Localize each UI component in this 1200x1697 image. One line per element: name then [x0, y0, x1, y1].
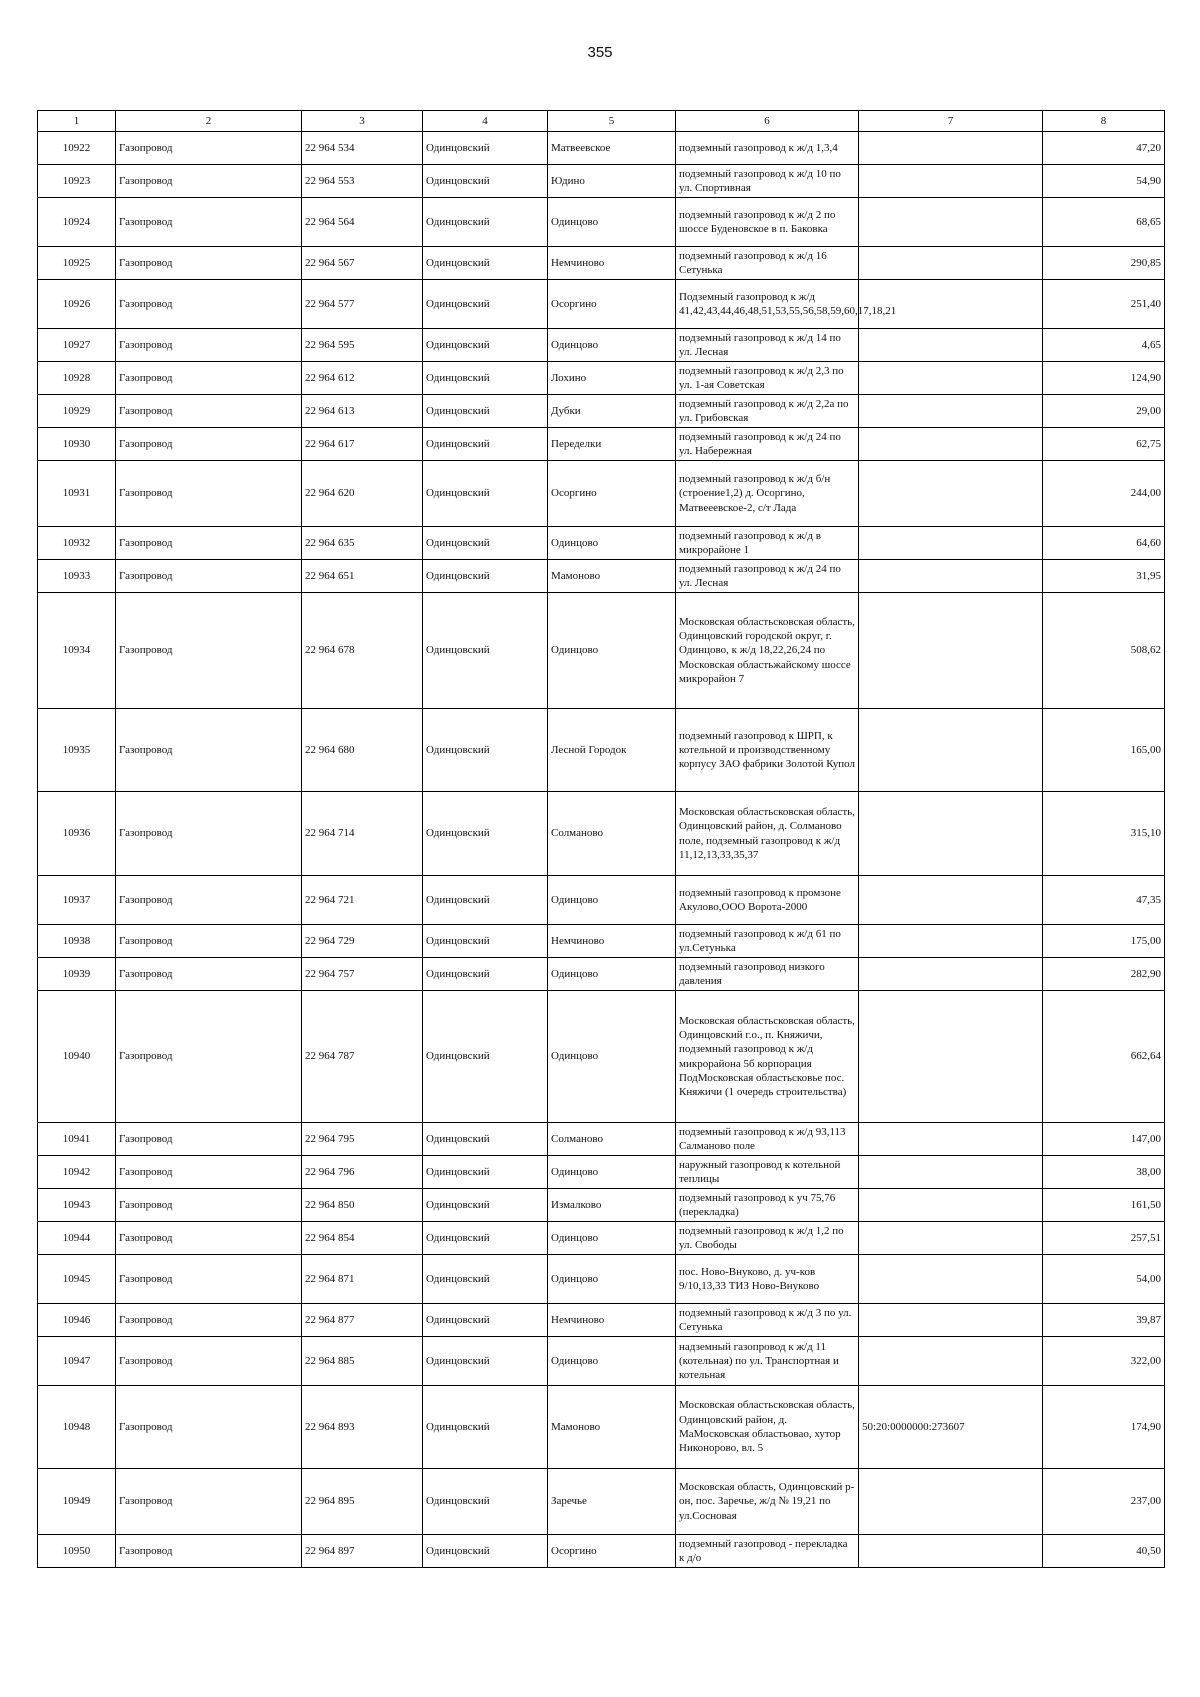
- table-row: [38, 792, 1165, 876]
- object-name-cell: Газопровод: [116, 958, 302, 991]
- description-cell: подземный газопровод к ж/д 61 по ул.Сетунька: [676, 925, 859, 958]
- object-name-cell: Газопровод: [116, 1255, 302, 1304]
- cadastral-number-cell: [859, 1156, 1043, 1189]
- cadastral-number-cell: [859, 329, 1043, 362]
- locality-cell: Одинцово: [548, 958, 676, 991]
- locality-cell: Одинцово: [548, 198, 676, 247]
- object-name-cell: Газопровод: [116, 593, 302, 709]
- length-cell: 64,60: [1043, 527, 1165, 560]
- cadastral-number-cell: [859, 593, 1043, 709]
- locality-cell: Мамоново: [548, 1386, 676, 1469]
- description-cell: подземный газопровод к ж/д 1,2 по ул. Свободы: [676, 1222, 859, 1255]
- okato-code-cell: 22 964 564: [302, 198, 423, 247]
- district-cell: Одинцовский: [423, 593, 548, 709]
- length-cell: 237,00: [1043, 1469, 1165, 1535]
- cadastral-number-cell: [859, 247, 1043, 280]
- description-cell: подземный газопровод к ж/д 16 Сетунька: [676, 247, 859, 280]
- district-cell: Одинцовский: [423, 132, 548, 165]
- okato-code-cell: 22 964 895: [302, 1469, 423, 1535]
- locality-cell: Матвеевское: [548, 132, 676, 165]
- table-row: [38, 1123, 1165, 1156]
- length-cell: 47,20: [1043, 132, 1165, 165]
- table-row: [38, 395, 1165, 428]
- locality-cell: Мамоново: [548, 560, 676, 593]
- registry-number-cell: 10938: [38, 925, 116, 958]
- district-cell: Одинцовский: [423, 1386, 548, 1469]
- object-name-cell: Газопровод: [116, 527, 302, 560]
- table-row: [38, 709, 1165, 792]
- description-cell: подземный газопровод к ж/д 2,2а по ул. Грибовская: [676, 395, 859, 428]
- object-name-cell: Газопровод: [116, 1469, 302, 1535]
- okato-code-cell: 22 964 721: [302, 876, 423, 925]
- registry-number-cell: 10948: [38, 1386, 116, 1469]
- district-cell: Одинцовский: [423, 280, 548, 329]
- district-cell: Одинцовский: [423, 461, 548, 527]
- header-row: [38, 111, 1165, 132]
- okato-code-cell: 22 964 680: [302, 709, 423, 792]
- length-cell: 290,85: [1043, 247, 1165, 280]
- registry-number-cell: 10942: [38, 1156, 116, 1189]
- locality-cell: Дубки: [548, 395, 676, 428]
- table-row: [38, 876, 1165, 925]
- cadastral-number-cell: [859, 1535, 1043, 1568]
- description-cell: подземный газопровод к ж/д 14 по ул. Лесная: [676, 329, 859, 362]
- district-cell: Одинцовский: [423, 1469, 548, 1535]
- district-cell: Одинцовский: [423, 428, 548, 461]
- registry-number-cell: 10933: [38, 560, 116, 593]
- okato-code-cell: 22 964 714: [302, 792, 423, 876]
- table-row: [38, 1255, 1165, 1304]
- cadastral-number-cell: [859, 1337, 1043, 1386]
- table-row: [38, 1535, 1165, 1568]
- locality-cell: Одинцово: [548, 329, 676, 362]
- locality-cell: Одинцово: [548, 991, 676, 1123]
- district-cell: Одинцовский: [423, 395, 548, 428]
- locality-cell: Одинцово: [548, 1156, 676, 1189]
- okato-code-cell: 22 964 757: [302, 958, 423, 991]
- description-cell: пос. Ново-Внуково, д. уч-ков 9/10,13,33 ТИЗ Ново-Внуково: [676, 1255, 859, 1304]
- column-header-6: 6: [676, 111, 859, 132]
- cadastral-number-cell: [859, 280, 1043, 329]
- registry-number-cell: 10944: [38, 1222, 116, 1255]
- locality-cell: Одинцово: [548, 876, 676, 925]
- description-cell: подземный газопровод к ж/д 1,3,4: [676, 132, 859, 165]
- locality-cell: Лесной Городок: [548, 709, 676, 792]
- okato-code-cell: 22 964 553: [302, 165, 423, 198]
- locality-cell: Лохино: [548, 362, 676, 395]
- length-cell: 662,64: [1043, 991, 1165, 1123]
- cadastral-number-cell: [859, 925, 1043, 958]
- object-name-cell: Газопровод: [116, 1222, 302, 1255]
- okato-code-cell: 22 964 729: [302, 925, 423, 958]
- locality-cell: Переделки: [548, 428, 676, 461]
- description-cell: подземный газопровод к ж/д б/н (строение1,2) д. Осоргино, Матвееевское-2, с/т Лада: [676, 461, 859, 527]
- district-cell: Одинцовский: [423, 1255, 548, 1304]
- okato-code-cell: 22 964 871: [302, 1255, 423, 1304]
- length-cell: 165,00: [1043, 709, 1165, 792]
- description-cell: надземный газопровод к ж/д 11 (котельная) по ул. Транспортная и котельная: [676, 1337, 859, 1386]
- district-cell: Одинцовский: [423, 198, 548, 247]
- cadastral-number-cell: [859, 132, 1043, 165]
- object-name-cell: Газопровод: [116, 198, 302, 247]
- okato-code-cell: 22 964 612: [302, 362, 423, 395]
- table-row: [38, 593, 1165, 709]
- okato-code-cell: 22 964 795: [302, 1123, 423, 1156]
- length-cell: 174,90: [1043, 1386, 1165, 1469]
- district-cell: Одинцовский: [423, 1535, 548, 1568]
- okato-code-cell: 22 964 897: [302, 1535, 423, 1568]
- district-cell: Одинцовский: [423, 792, 548, 876]
- registry-number-cell: 10941: [38, 1123, 116, 1156]
- registry-number-cell: 10939: [38, 958, 116, 991]
- length-cell: 244,00: [1043, 461, 1165, 527]
- object-name-cell: Газопровод: [116, 876, 302, 925]
- table-row: [38, 461, 1165, 527]
- registry-number-cell: 10947: [38, 1337, 116, 1386]
- district-cell: Одинцовский: [423, 991, 548, 1123]
- cadastral-number-cell: [859, 709, 1043, 792]
- registry-number-cell: 10926: [38, 280, 116, 329]
- column-header-3: 3: [302, 111, 423, 132]
- object-name-cell: Газопровод: [116, 247, 302, 280]
- okato-code-cell: 22 964 850: [302, 1189, 423, 1222]
- length-cell: 39,87: [1043, 1304, 1165, 1337]
- locality-cell: Солманово: [548, 792, 676, 876]
- column-header-2: 2: [116, 111, 302, 132]
- length-cell: 4,65: [1043, 329, 1165, 362]
- registry-number-cell: 10930: [38, 428, 116, 461]
- cadastral-number-cell: [859, 198, 1043, 247]
- okato-code-cell: 22 964 617: [302, 428, 423, 461]
- column-header-1: 1: [38, 111, 116, 132]
- registry-number-cell: 10949: [38, 1469, 116, 1535]
- cadastral-number-cell: [859, 991, 1043, 1123]
- description-cell: подземный газопровод к ж/д 3 по ул. Сетунька: [676, 1304, 859, 1337]
- description-cell: подземный газопровод к ж/д 24 по ул. Набережная: [676, 428, 859, 461]
- length-cell: 38,00: [1043, 1156, 1165, 1189]
- district-cell: Одинцовский: [423, 925, 548, 958]
- length-cell: 54,90: [1043, 165, 1165, 198]
- okato-code-cell: 22 964 678: [302, 593, 423, 709]
- length-cell: 147,00: [1043, 1123, 1165, 1156]
- registry-number-cell: 10922: [38, 132, 116, 165]
- district-cell: Одинцовский: [423, 958, 548, 991]
- object-name-cell: Газопровод: [116, 560, 302, 593]
- cadastral-number-cell: [859, 527, 1043, 560]
- locality-cell: Немчиново: [548, 1304, 676, 1337]
- description-cell: подземный газопровод к ж/д 93,113 Салманово поле: [676, 1123, 859, 1156]
- length-cell: 124,90: [1043, 362, 1165, 395]
- table-row: [38, 925, 1165, 958]
- object-name-cell: Газопровод: [116, 925, 302, 958]
- okato-code-cell: 22 964 854: [302, 1222, 423, 1255]
- cadastral-number-cell: [859, 1189, 1043, 1222]
- registry-number-cell: 10934: [38, 593, 116, 709]
- page-number: 355: [587, 44, 613, 61]
- table-row: [38, 198, 1165, 247]
- locality-cell: Юдино: [548, 165, 676, 198]
- description-cell: наружный газопровод к котельной теплицы: [676, 1156, 859, 1189]
- table-row: [38, 247, 1165, 280]
- okato-code-cell: 22 964 796: [302, 1156, 423, 1189]
- cadastral-number-cell: [859, 876, 1043, 925]
- cadastral-number-cell: [859, 165, 1043, 198]
- locality-cell: Одинцово: [548, 1222, 676, 1255]
- length-cell: 40,50: [1043, 1535, 1165, 1568]
- column-header-7: 7: [859, 111, 1043, 132]
- district-cell: Одинцовский: [423, 1156, 548, 1189]
- object-name-cell: Газопровод: [116, 1535, 302, 1568]
- object-name-cell: Газопровод: [116, 1337, 302, 1386]
- description-cell: Московская областьсковская область, Одинцовский г.о., п. Княжичи, подземный газопровод к ж/д микрорайона 5б корпорация ПодМосковская областьсковье пос. Княжичи (1 очередь строительства): [676, 991, 859, 1123]
- object-name-cell: Газопровод: [116, 1189, 302, 1222]
- description-cell: подземный газопровод к ж/д 2 по шоссе Буденовское в п. Баковка: [676, 198, 859, 247]
- object-name-cell: Газопровод: [116, 461, 302, 527]
- registry-number-cell: 10924: [38, 198, 116, 247]
- table-body: [38, 132, 1165, 1568]
- registry-number-cell: 10931: [38, 461, 116, 527]
- cadastral-number-cell: 50:20:0000000:273607: [859, 1386, 1043, 1469]
- locality-cell: Одинцово: [548, 527, 676, 560]
- district-cell: Одинцовский: [423, 165, 548, 198]
- object-name-cell: Газопровод: [116, 1156, 302, 1189]
- object-name-cell: Газопровод: [116, 362, 302, 395]
- okato-code-cell: 22 964 877: [302, 1304, 423, 1337]
- description-cell: Московская областьсковская область, Одинцовский городской округ, г. Одинцово, к ж/д 18,22,26,24 по Московская областьжайскому шоссе микрорайон 7: [676, 593, 859, 709]
- district-cell: Одинцовский: [423, 247, 548, 280]
- length-cell: 315,10: [1043, 792, 1165, 876]
- registry-number-cell: 10928: [38, 362, 116, 395]
- description-cell: подземный газопровод - перекладка к д/о: [676, 1535, 859, 1568]
- cadastral-number-cell: [859, 395, 1043, 428]
- description-cell: подземный газопровод к ж/д 2,3 по ул. 1-ая Советская: [676, 362, 859, 395]
- district-cell: Одинцовский: [423, 709, 548, 792]
- district-cell: Одинцовский: [423, 1337, 548, 1386]
- locality-cell: Осоргино: [548, 461, 676, 527]
- registry-table: [37, 110, 1165, 1568]
- locality-cell: Одинцово: [548, 593, 676, 709]
- table-row: [38, 1156, 1165, 1189]
- cadastral-number-cell: [859, 792, 1043, 876]
- object-name-cell: Газопровод: [116, 792, 302, 876]
- cadastral-number-cell: [859, 461, 1043, 527]
- description-cell: подземный газопровод к промзоне Акулово,ООО Ворота-2000: [676, 876, 859, 925]
- length-cell: 322,00: [1043, 1337, 1165, 1386]
- object-name-cell: Газопровод: [116, 132, 302, 165]
- district-cell: Одинцовский: [423, 560, 548, 593]
- district-cell: Одинцовский: [423, 1189, 548, 1222]
- length-cell: 508,62: [1043, 593, 1165, 709]
- table-row: [38, 991, 1165, 1123]
- table-row: [38, 280, 1165, 329]
- table-row: [38, 1337, 1165, 1386]
- registry-number-cell: 10945: [38, 1255, 116, 1304]
- object-name-cell: Газопровод: [116, 1123, 302, 1156]
- district-cell: Одинцовский: [423, 1123, 548, 1156]
- table-row: [38, 1469, 1165, 1535]
- table-row: [38, 1386, 1165, 1469]
- description-cell: подземный газопровод к ж/д 10 по ул. Спортивная: [676, 165, 859, 198]
- object-name-cell: Газопровод: [116, 1386, 302, 1469]
- okato-code-cell: 22 964 595: [302, 329, 423, 362]
- okato-code-cell: 22 964 651: [302, 560, 423, 593]
- locality-cell: Осоргино: [548, 280, 676, 329]
- locality-cell: Одинцово: [548, 1255, 676, 1304]
- length-cell: 175,00: [1043, 925, 1165, 958]
- okato-code-cell: 22 964 620: [302, 461, 423, 527]
- locality-cell: Осоргино: [548, 1535, 676, 1568]
- locality-cell: Солманово: [548, 1123, 676, 1156]
- object-name-cell: Газопровод: [116, 165, 302, 198]
- registry-number-cell: 10940: [38, 991, 116, 1123]
- okato-code-cell: 22 964 635: [302, 527, 423, 560]
- cadastral-number-cell: [859, 1123, 1043, 1156]
- length-cell: 68,65: [1043, 198, 1165, 247]
- registry-number-cell: 10937: [38, 876, 116, 925]
- cadastral-number-cell: [859, 1304, 1043, 1337]
- okato-code-cell: 22 964 567: [302, 247, 423, 280]
- table-row: [38, 1189, 1165, 1222]
- district-cell: Одинцовский: [423, 362, 548, 395]
- okato-code-cell: 22 964 577: [302, 280, 423, 329]
- okato-code-cell: 22 964 534: [302, 132, 423, 165]
- length-cell: 29,00: [1043, 395, 1165, 428]
- cadastral-number-cell: [859, 1222, 1043, 1255]
- length-cell: 282,90: [1043, 958, 1165, 991]
- table-row: [38, 527, 1165, 560]
- registry-number-cell: 10946: [38, 1304, 116, 1337]
- locality-cell: Измалково: [548, 1189, 676, 1222]
- object-name-cell: Газопровод: [116, 395, 302, 428]
- description-cell: подземный газопровод к ж/д 24 по ул. Лесная: [676, 560, 859, 593]
- table-row: [38, 428, 1165, 461]
- registry-number-cell: 10929: [38, 395, 116, 428]
- table-row: [38, 1304, 1165, 1337]
- district-cell: Одинцовский: [423, 1222, 548, 1255]
- length-cell: 62,75: [1043, 428, 1165, 461]
- description-cell: Московская областьсковская область, Одинцовский район, д. МаМосковская областьовао, хутор Никонорово, вл. 5: [676, 1386, 859, 1469]
- cadastral-number-cell: [859, 560, 1043, 593]
- column-header-8: 8: [1043, 111, 1165, 132]
- registry-number-cell: 10935: [38, 709, 116, 792]
- table-row: [38, 329, 1165, 362]
- object-name-cell: Газопровод: [116, 280, 302, 329]
- description-cell: подземный газопровод к ж/д в микрорайоне 1: [676, 527, 859, 560]
- object-name-cell: Газопровод: [116, 329, 302, 362]
- column-header-4: 4: [423, 111, 548, 132]
- cadastral-number-cell: [859, 428, 1043, 461]
- description-cell: подземный газопровод к уч 75,76 (перекладка): [676, 1189, 859, 1222]
- registry-number-cell: 10936: [38, 792, 116, 876]
- table-row: [38, 958, 1165, 991]
- locality-cell: Одинцово: [548, 1337, 676, 1386]
- description-cell: подземный газопровод низкого давления: [676, 958, 859, 991]
- district-cell: Одинцовский: [423, 1304, 548, 1337]
- okato-code-cell: 22 964 613: [302, 395, 423, 428]
- description-cell: Подземный газопровод к ж/д 41,42,43,44,46,48,51,53,55,56,58,59,60,17,18,21: [676, 280, 859, 329]
- description-cell: подземный газопровод к ШРП, к котельной и производственному корпусу ЗАО фабрики Золотой Купол: [676, 709, 859, 792]
- locality-cell: Немчиново: [548, 925, 676, 958]
- column-header-5: 5: [548, 111, 676, 132]
- table-row: [38, 362, 1165, 395]
- table-row: [38, 165, 1165, 198]
- length-cell: 54,00: [1043, 1255, 1165, 1304]
- district-cell: Одинцовский: [423, 527, 548, 560]
- cadastral-number-cell: [859, 362, 1043, 395]
- district-cell: Одинцовский: [423, 329, 548, 362]
- okato-code-cell: 22 964 893: [302, 1386, 423, 1469]
- cadastral-number-cell: [859, 1469, 1043, 1535]
- description-cell: Московская областьсковская область, Одинцовский район, д. Солманово поле, подземный газопровод к ж/д 11,12,13,33,35,37: [676, 792, 859, 876]
- object-name-cell: Газопровод: [116, 1304, 302, 1337]
- table-row: [38, 132, 1165, 165]
- district-cell: Одинцовский: [423, 876, 548, 925]
- locality-cell: Немчиново: [548, 247, 676, 280]
- locality-cell: Заречье: [548, 1469, 676, 1535]
- registry-number-cell: 10950: [38, 1535, 116, 1568]
- registry-number-cell: 10923: [38, 165, 116, 198]
- object-name-cell: Газопровод: [116, 991, 302, 1123]
- length-cell: 161,50: [1043, 1189, 1165, 1222]
- length-cell: 257,51: [1043, 1222, 1165, 1255]
- object-name-cell: Газопровод: [116, 428, 302, 461]
- object-name-cell: Газопровод: [116, 709, 302, 792]
- okato-code-cell: 22 964 885: [302, 1337, 423, 1386]
- registry-number-cell: 10925: [38, 247, 116, 280]
- table-row: [38, 560, 1165, 593]
- registry-number-cell: 10943: [38, 1189, 116, 1222]
- description-cell: Московская область, Одинцовский р-он, пос. Заречье, ж/д № 19,21 по ул.Сосновая: [676, 1469, 859, 1535]
- cadastral-number-cell: [859, 958, 1043, 991]
- okato-code-cell: 22 964 787: [302, 991, 423, 1123]
- table-row: [38, 1222, 1165, 1255]
- length-cell: 47,35: [1043, 876, 1165, 925]
- cadastral-number-cell: [859, 1255, 1043, 1304]
- length-cell: 31,95: [1043, 560, 1165, 593]
- registry-number-cell: 10932: [38, 527, 116, 560]
- registry-number-cell: 10927: [38, 329, 116, 362]
- length-cell: 251,40: [1043, 280, 1165, 329]
